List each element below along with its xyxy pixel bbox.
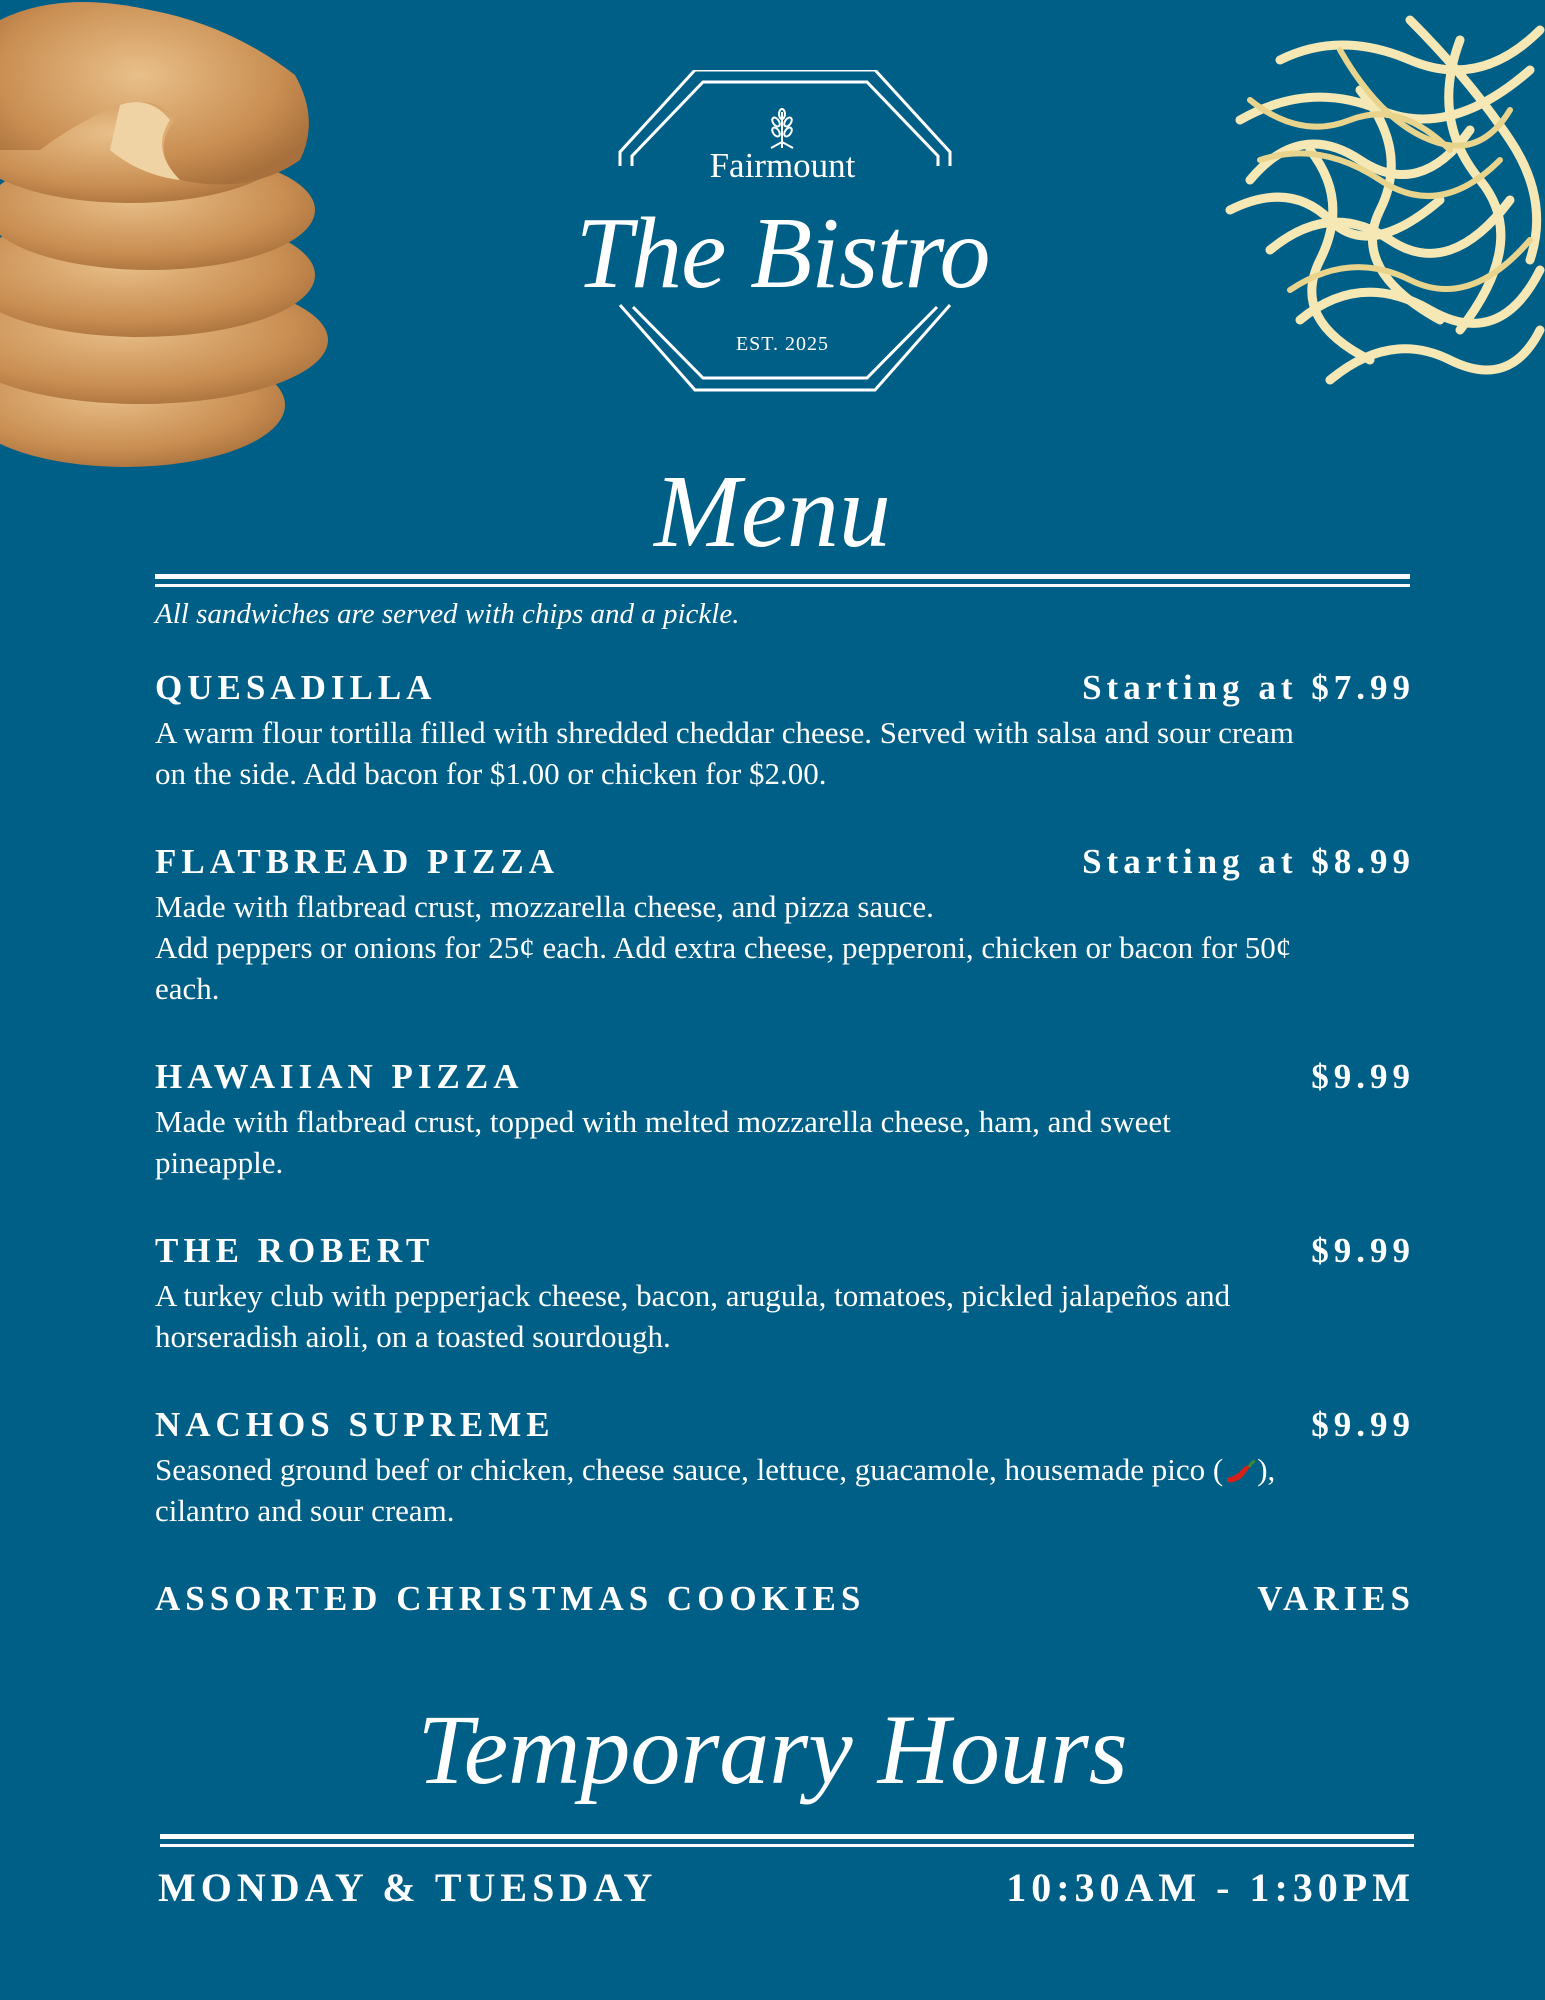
chili-pepper-icon: [1223, 1458, 1257, 1488]
item-description-text: Seasoned ground beef or chicken, cheese sauce, lettuce, guacamole, housemade pico (: [155, 1452, 1224, 1487]
wheat-icon: [765, 108, 799, 150]
item-name: NACHOS SUPREME: [155, 1405, 555, 1444]
hours-day: MONDAY & TUESDAY: [158, 1865, 658, 1910]
menu-item: [155, 842, 1415, 1009]
item-name: FLATBREAD PIZZA: [155, 842, 559, 881]
item-description: [155, 1449, 1295, 1531]
menu-item: [155, 1405, 1415, 1531]
item-price: $9.99: [1311, 1405, 1415, 1444]
item-description: A turkey club with pepperjack cheese, bacon, arugula, tomatoes, pickled jalapeños and horseradish aioli, on a toasted sourdough.: [155, 1278, 1231, 1354]
cookie-stack-image: [0, 0, 335, 475]
item-price: $9.99: [1311, 1231, 1415, 1270]
item-name: THE ROBERT: [155, 1231, 435, 1270]
menu-note: All sandwiches are served with chips and a pickle.: [155, 598, 740, 630]
item-description-line: Add peppers or onions for 25¢ each. Add extra cheese, pepperoni, chicken or bacon for 50¢ each.: [155, 930, 1292, 1006]
item-description: Made with flatbread crust, topped with melted mozzarella cheese, ham, and sweet pineapple.: [155, 1104, 1171, 1180]
item-price: Starting at $7.99: [1082, 668, 1415, 707]
item-price: $9.99: [1311, 1057, 1415, 1096]
hours-title: Temporary Hours: [417, 1694, 1128, 1805]
item-description: [155, 886, 1295, 1009]
divider-rule: [160, 1834, 1414, 1848]
menu-list: [155, 668, 1415, 1667]
menu-item: [155, 668, 1415, 794]
divider-rule: [155, 574, 1410, 588]
bistro-logo: [555, 70, 1010, 400]
hours-row: [158, 1858, 1415, 1911]
logo-name: The Bistro: [575, 197, 990, 310]
logo-brand: Fairmount: [709, 146, 856, 185]
item-description-line: Made with flatbread crust, mozzarella cheese, and pizza sauce.: [155, 889, 934, 924]
menu-title: Menu: [654, 454, 891, 569]
item-name: QUESADILLA: [155, 668, 437, 707]
hours-time: 10:30AM - 1:30PM: [1006, 1865, 1415, 1910]
item-price: Starting at $8.99: [1082, 842, 1415, 881]
logo-established: EST. 2025: [735, 333, 830, 355]
menu-item: [155, 1057, 1415, 1183]
item-name: ASSORTED CHRISTMAS COOKIES: [155, 1579, 866, 1618]
menu-item: [155, 1231, 1415, 1357]
item-description: A warm flour tortilla filled with shredded cheddar cheese. Served with salsa and sour cream on the side. Add bacon for $1.00 or chicken for $2.00.: [155, 715, 1294, 791]
menu-item: [155, 1579, 1415, 1619]
item-name: HAWAIIAN PIZZA: [155, 1057, 524, 1096]
item-price: VARIES: [1257, 1579, 1415, 1618]
item-description-text: ), cilantro and sour cream.: [155, 1452, 1276, 1528]
shredded-cheese-image: [1210, 0, 1545, 405]
